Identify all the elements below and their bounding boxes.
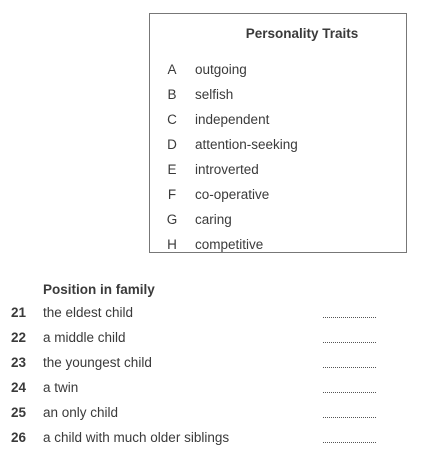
question-row-23: [0, 353, 445, 373]
answer-blank[interactable]: [323, 367, 376, 368]
question-number: 21: [11, 305, 27, 320]
personality-traits-box: [149, 13, 407, 253]
answer-blank[interactable]: [323, 317, 376, 318]
trait-text: independent: [195, 112, 270, 127]
trait-letter: C: [167, 112, 177, 127]
question-row-21: [0, 303, 445, 323]
question-row-25: [0, 403, 445, 423]
trait-letter: B: [167, 87, 177, 102]
question-text: the youngest child: [43, 355, 152, 370]
question-text: an only child: [43, 405, 119, 420]
traits-title: Personality Traits: [245, 26, 359, 41]
question-row-22: [0, 328, 445, 348]
question-number: 24: [11, 380, 27, 395]
trait-text: competitive: [195, 237, 264, 252]
question-row-26: [0, 428, 445, 448]
answer-blank[interactable]: [323, 417, 376, 418]
question-text: a twin: [43, 380, 79, 395]
trait-letter: D: [167, 137, 177, 152]
question-number: 25: [11, 405, 27, 420]
question-text: a child with much older siblings: [43, 430, 230, 445]
position-heading: Position in family: [43, 282, 155, 297]
trait-text: caring: [195, 212, 232, 227]
trait-text: attention-seeking: [195, 137, 298, 152]
trait-text: co-operative: [195, 187, 270, 202]
trait-letter: A: [167, 62, 177, 77]
trait-letter: F: [167, 187, 177, 202]
question-row-24: [0, 378, 445, 398]
trait-letter: H: [167, 237, 177, 252]
answer-blank[interactable]: [323, 442, 376, 443]
trait-text: selfish: [195, 87, 234, 102]
question-number: 26: [11, 430, 27, 445]
trait-letter: G: [166, 212, 178, 227]
answer-blank[interactable]: [323, 342, 376, 343]
question-text: a middle child: [43, 330, 126, 345]
answer-blank[interactable]: [323, 392, 376, 393]
question-text: the eldest child: [43, 305, 134, 320]
question-number: 22: [11, 330, 27, 345]
trait-text: outgoing: [195, 62, 247, 77]
trait-letter: E: [167, 162, 177, 177]
trait-text: introverted: [195, 162, 259, 177]
question-number: 23: [11, 355, 27, 370]
